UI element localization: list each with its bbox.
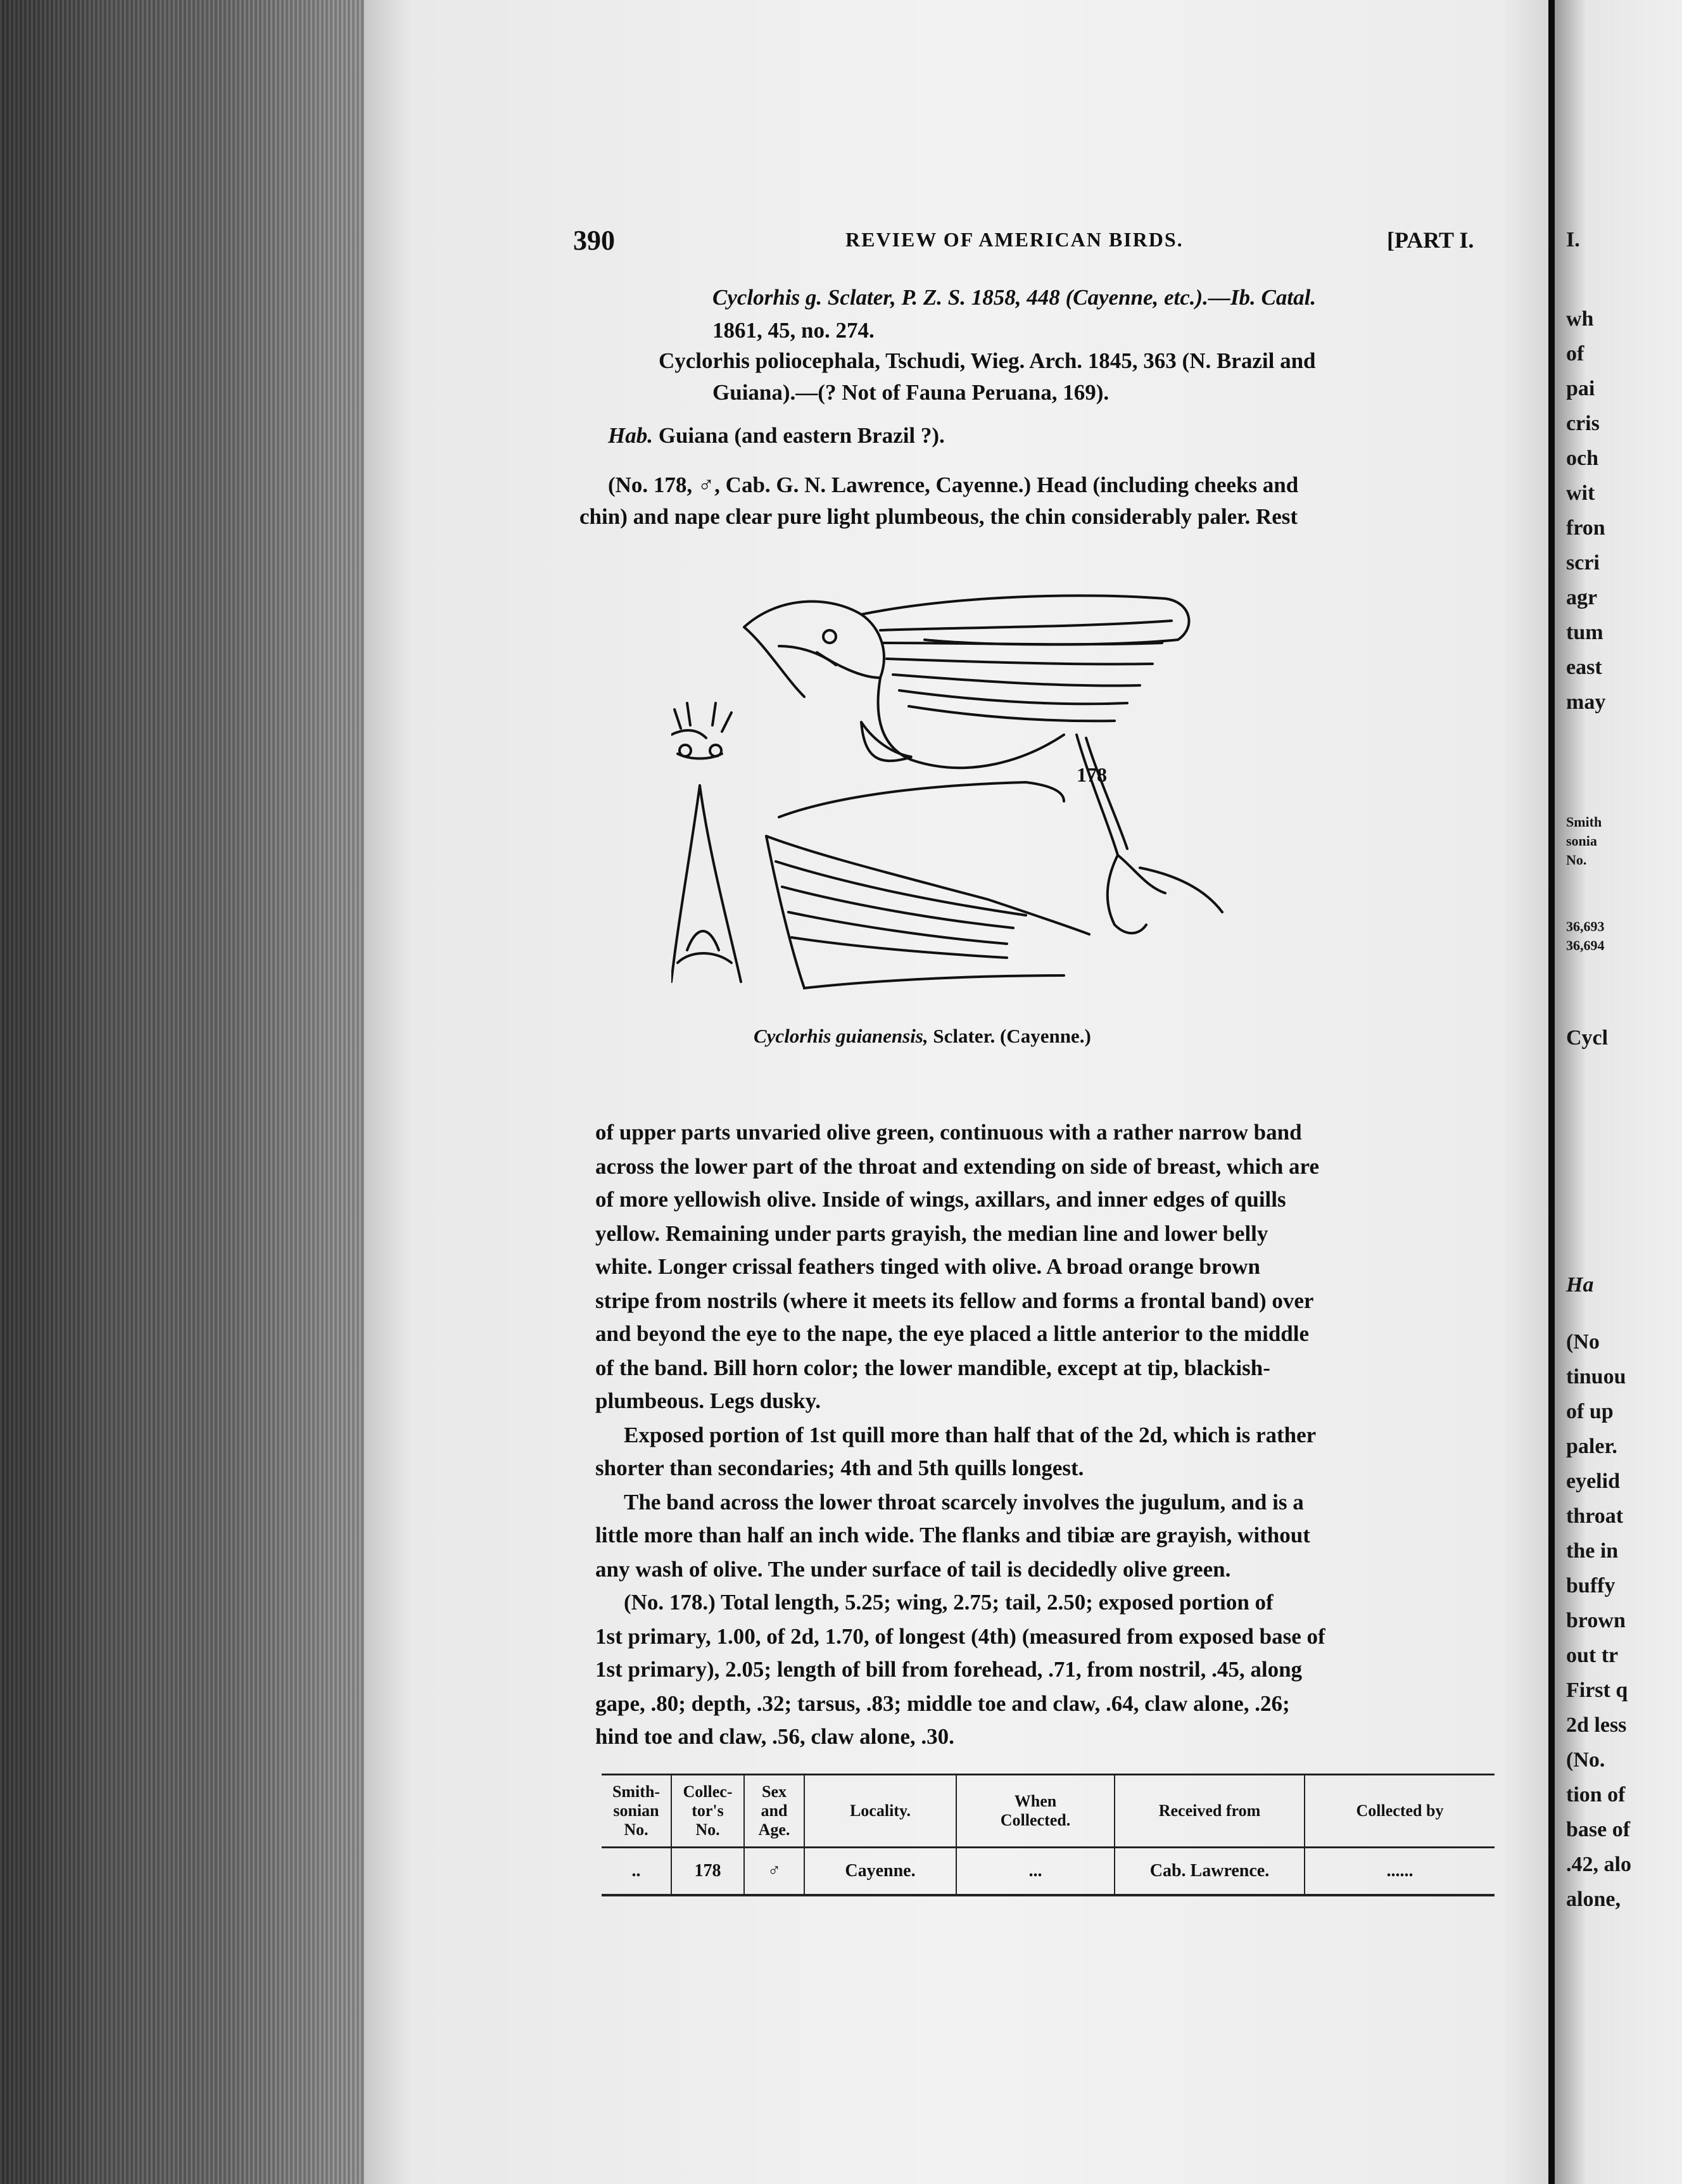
table-row <box>602 1848 1495 1895</box>
fragment: eyelid <box>1566 1470 1620 1493</box>
bird-illustration <box>671 570 1419 1077</box>
description-line: little more than half an inch wide. The flanks and tibiæ are grayish, without <box>595 1523 1310 1547</box>
fragment: tum <box>1566 621 1603 644</box>
description-line: any wash of olive. The under surface of tail is decidedly olive green. <box>595 1557 1231 1582</box>
description-line: plumbeous. Legs dusky. <box>595 1388 821 1413</box>
fragment: of <box>1566 342 1584 365</box>
fragment: 36,694 <box>1566 937 1605 953</box>
synonymy-line: Guiana).—(? Not of Fauna Peruana, 169). <box>712 380 1110 405</box>
fragment: scri <box>1566 551 1600 575</box>
fragment: I. <box>1566 228 1580 251</box>
synonymy-line: Cyclorhis poliocephala, Tschudi, Wieg. Arch. 1845, 363 (N. Brazil and <box>659 348 1316 373</box>
habitat-line <box>608 423 945 448</box>
description-line: and beyond the eye to the nape, the eye placed a little anterior to the middle <box>595 1321 1310 1346</box>
fragment: base of <box>1566 1818 1631 1841</box>
part-label: [PART I. <box>1387 227 1474 253</box>
cell-collectors-no: 178 <box>671 1848 744 1895</box>
measurement-line: (No. 178.) Total length, 5.25; wing, 2.75; tail, 2.50; exposed portion of <box>624 1590 1274 1615</box>
header-locality: Locality. <box>804 1775 956 1848</box>
fragment: och <box>1566 447 1598 470</box>
fragment: paler. <box>1566 1435 1617 1458</box>
measurement-line: gape, .80; depth, .32; tarsus, .83; middle toe and claw, .64, claw alone, .26; <box>595 1691 1290 1716</box>
header-sex-age: Sex and Age. <box>744 1775 804 1848</box>
page-number: 390 <box>573 225 615 256</box>
fragment: buffy <box>1566 1574 1616 1597</box>
caption-author: Sclater. <box>933 1025 996 1047</box>
measurement-line: 1st primary, 1.00, of 2d, 1.70, of longest (4th) (measured from exposed base of <box>595 1624 1325 1649</box>
adjacent-page <box>1555 0 1682 2184</box>
fragment: agr <box>1566 586 1598 609</box>
table-header-row <box>602 1775 1495 1848</box>
header-collected-by: Collected by <box>1356 1801 1444 1820</box>
fragment: brown <box>1566 1609 1626 1632</box>
fragment: 36,693 <box>1566 918 1605 934</box>
habitat-text: Guiana (and eastern Brazil ?). <box>658 423 945 448</box>
fragment: wh <box>1566 307 1594 331</box>
fragment: wit <box>1566 481 1595 505</box>
fragment: First q <box>1566 1679 1628 1702</box>
fragment: No. <box>1566 852 1587 868</box>
figure-number: 178 <box>1077 763 1107 786</box>
fragment: pai <box>1566 377 1595 400</box>
fragment: out tr <box>1566 1644 1619 1667</box>
fragment: alone, <box>1566 1888 1621 1911</box>
bill-underside <box>671 785 741 982</box>
description-line: of upper parts unvaried olive green, continuous with a rather narrow band <box>595 1120 1302 1145</box>
fragment: east <box>1566 656 1602 679</box>
habitat-label: Hab. <box>608 423 653 448</box>
fragment: fron <box>1566 516 1605 540</box>
fragment: may <box>1566 690 1606 714</box>
fragment: tinuou <box>1566 1365 1626 1388</box>
description-line: shorter than secondaries; 4th and 5th quills longest. <box>595 1456 1084 1480</box>
description-line: of more yellowish olive. Inside of wings, axillars, and inner edges of quills <box>595 1187 1286 1212</box>
description-line: Exposed portion of 1st quill more than half that of the 2d, which is rather <box>624 1423 1317 1447</box>
measurement-line: 1st primary), 2.05; length of bill from forehead, .71, from nostril, .45, along <box>595 1657 1303 1682</box>
cell-received-from: Cab. Lawrence. <box>1115 1848 1305 1895</box>
description-line: chin) and nape clear pure light plumbeous, the chin considerably paler. Rest <box>579 504 1298 529</box>
bird-back <box>861 595 1189 644</box>
fragment: .42, alo <box>1566 1853 1631 1876</box>
header-when-collected: When Collected. <box>956 1775 1115 1848</box>
header-received-from: Received from <box>1115 1775 1305 1848</box>
cell-locality: Cayenne. <box>804 1848 956 1895</box>
cell-smithsonian-no: .. <box>602 1848 671 1895</box>
bird-tail <box>779 782 1064 817</box>
description-line: of the band. Bill horn color; the lower mandible, except at tip, blackish- <box>595 1355 1270 1380</box>
fragment: Smith <box>1566 814 1602 830</box>
header-collectors-no: Collec- tor's No. <box>671 1775 744 1848</box>
description-line: yellow. Remaining under parts grayish, the median line and lower belly <box>595 1221 1268 1246</box>
synonymy-line: 1861, 45, no. 274. <box>712 318 875 343</box>
description-line: white. Longer crissal feathers tinged with olive. A broad orange brown <box>595 1254 1260 1279</box>
synonymy-line: Cyclorhis g. Sclater, P. Z. S. 1858, 448 (Cayenne, etc.).—Ib. Catal. <box>712 285 1317 310</box>
description-line: (No. 178, ♂, Cab. G. N. Lawrence, Cayenne.) Head (including cheeks and <box>608 473 1299 497</box>
fragment: (No. <box>1566 1748 1605 1772</box>
fragment: throat <box>1566 1504 1624 1528</box>
cell-sex: ♂ <box>744 1848 804 1895</box>
caption-species: Cyclorhis guianensis, <box>754 1025 928 1047</box>
fragment: Cycl <box>1566 1026 1609 1050</box>
fragment: the in <box>1566 1539 1619 1563</box>
header-smithsonian-no: Smith- sonian No. <box>602 1775 671 1848</box>
fragment: 2d less <box>1566 1713 1627 1737</box>
bird-eye <box>823 630 836 643</box>
description-line: The band across the lower throat scarcely involves the jugulum, and is a <box>624 1490 1304 1514</box>
fragment: tion of <box>1566 1783 1626 1806</box>
book-binding-edge <box>0 0 364 2184</box>
measurement-line: hind toe and claw, .56, claw alone, .30. <box>595 1724 954 1749</box>
caption-locality: (Cayenne.) <box>999 1025 1091 1047</box>
fragment: Ha <box>1566 1273 1594 1297</box>
figure-caption <box>754 1025 1091 1048</box>
bird-drawing <box>671 570 1419 1077</box>
running-title: REVIEW OF AMERICAN BIRDS. <box>845 228 1184 251</box>
fragment: sonia <box>1566 833 1597 849</box>
fragment: of up <box>1566 1400 1614 1423</box>
cell-when-collected: ... <box>956 1848 1115 1895</box>
cell-collected-by: ...... <box>1386 1860 1413 1881</box>
fragment: cris <box>1566 412 1600 435</box>
fragment: (No <box>1566 1330 1600 1354</box>
specimen-table <box>602 1774 1495 1896</box>
description-line: across the lower part of the throat and extending on side of breast, which are <box>595 1154 1319 1179</box>
description-line: stripe from nostrils (where it meets its fellow and forms a frontal band) over <box>595 1288 1314 1313</box>
